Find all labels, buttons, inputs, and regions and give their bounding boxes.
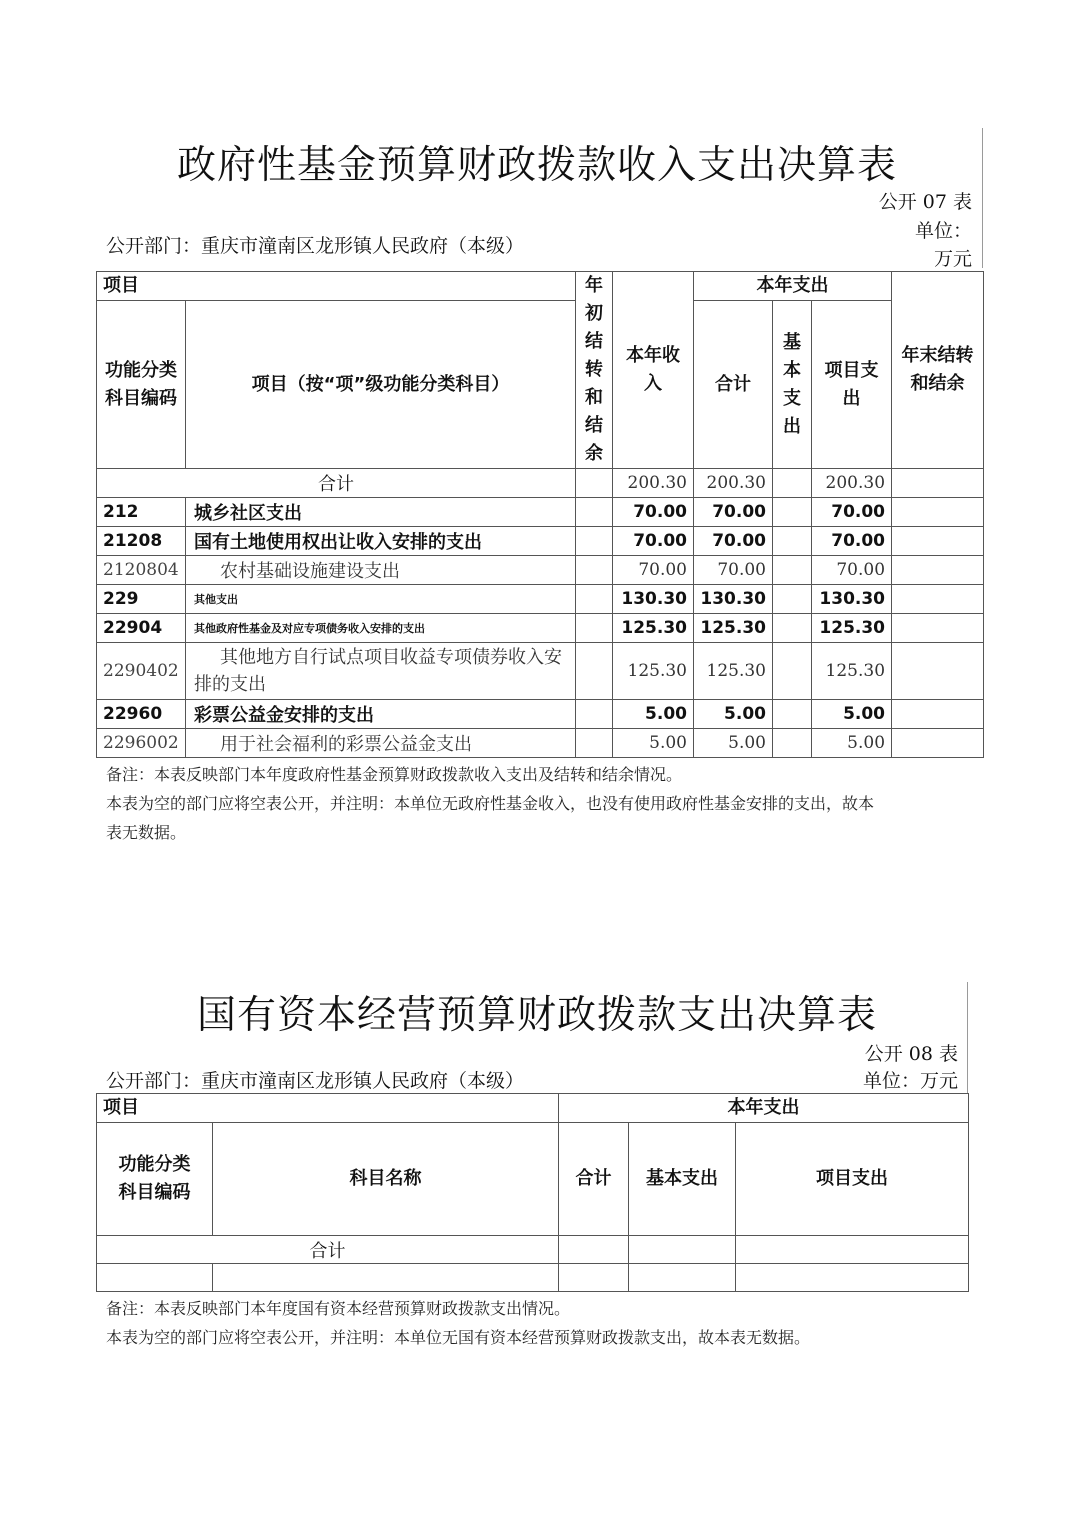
- row-income: 5.00: [613, 700, 694, 729]
- table08-total-project: [736, 1236, 969, 1264]
- row-name: 其他政府性基金及对应专项债务收入安排的支出: [186, 614, 576, 643]
- row-project: 70.00: [812, 527, 892, 556]
- table07-header-project: 项目支出: [812, 301, 892, 469]
- row-name: 用于社会福利的彩票公益金支出: [186, 729, 576, 758]
- table07-note-1: 备注：本表反映部门本年度政府性基金预算财政拨款收入支出及结转和结余情况。: [106, 765, 683, 784]
- table07-header-total: 合计: [694, 301, 773, 469]
- empty-cell: [97, 1264, 213, 1292]
- table07-note-2: 本表为空的部门应将空表公开，并注明：本单位无政府性基金收入，也没有使用政府性基金安排的支出，故本: [106, 794, 875, 813]
- table07-number: 公开 07 表: [878, 191, 972, 213]
- table07-unit-value: 万元: [933, 248, 972, 270]
- table07-header-income: 本年收入: [613, 272, 694, 469]
- table-row: [97, 498, 984, 527]
- row-code: 229: [97, 585, 186, 614]
- row-project: 130.30: [812, 585, 892, 614]
- row-end: [892, 556, 984, 585]
- row-total: 130.30: [694, 585, 773, 614]
- table07-header-code: 功能分类科目编码: [97, 301, 186, 469]
- row-total: 70.00: [694, 556, 773, 585]
- table07-header-name: 项目（按“项”级功能分类科目）: [186, 301, 576, 469]
- table-row: [97, 614, 984, 643]
- table08-total-row: [97, 1236, 969, 1264]
- table07-total-income: 200.30: [613, 469, 694, 498]
- row-basic: [773, 527, 812, 556]
- row-end: [892, 527, 984, 556]
- empty-cell: [736, 1264, 969, 1292]
- row-income: 125.30: [613, 643, 694, 700]
- row-end: [892, 614, 984, 643]
- row-code: 2290402: [97, 643, 186, 700]
- row-code: 22904: [97, 614, 186, 643]
- table-row: [97, 527, 984, 556]
- row-begin: [576, 556, 613, 585]
- table07-notes: [106, 760, 874, 847]
- table08-header-project: 项目支出: [736, 1123, 969, 1236]
- table07-total-basic: [773, 469, 812, 498]
- table08-header-expense-group: 本年支出: [559, 1094, 969, 1123]
- table08-unit: 单位：万元: [862, 1070, 958, 1092]
- table08-notes: [106, 1294, 810, 1352]
- table08-department: 公开部门：重庆市潼南区龙形镇人民政府（本级）: [106, 1070, 525, 1092]
- row-name: 城乡社区支出: [186, 498, 576, 527]
- row-begin: [576, 527, 613, 556]
- row-total: 125.30: [694, 614, 773, 643]
- table07-total-label: 合计: [97, 469, 576, 498]
- row-code: 2120804: [97, 556, 186, 585]
- row-basic: [773, 700, 812, 729]
- row-income: 70.00: [613, 527, 694, 556]
- row-total: 125.30: [694, 643, 773, 700]
- row-project: 5.00: [812, 729, 892, 758]
- row-income: 125.30: [613, 614, 694, 643]
- row-income: 70.00: [613, 498, 694, 527]
- row-begin: [576, 614, 613, 643]
- row-project: 125.30: [812, 614, 892, 643]
- row-begin: [576, 643, 613, 700]
- row-total: 5.00: [694, 700, 773, 729]
- table07-department: 公开部门：重庆市潼南区龙形镇人民政府（本级）: [106, 235, 525, 257]
- table08-header-basic: 基本支出: [629, 1123, 736, 1236]
- row-basic: [773, 556, 812, 585]
- row-basic: [773, 614, 812, 643]
- row-code: 22960: [97, 700, 186, 729]
- empty-cell: [213, 1264, 559, 1292]
- table-row: [97, 1264, 969, 1292]
- table08-header-name: 科目名称: [213, 1123, 559, 1236]
- empty-cell: [559, 1264, 629, 1292]
- table07-header-begin-balance: 年初结转和结余: [576, 272, 613, 469]
- table-row: [97, 729, 984, 758]
- table-row: [97, 556, 984, 585]
- row-end: [892, 585, 984, 614]
- row-project: 70.00: [812, 498, 892, 527]
- table07-header-end-balance: 年末结转和结余: [892, 272, 984, 469]
- table07-grid: [96, 271, 984, 758]
- table08-note-1: 备注：本表反映部门本年度国有资本经营预算财政拨款支出情况。: [106, 1299, 571, 1318]
- table07-header-basic: 基本支出: [773, 301, 812, 469]
- row-begin: [576, 585, 613, 614]
- row-income: 5.00: [613, 729, 694, 758]
- table08-total-total: [559, 1236, 629, 1264]
- row-end: [892, 643, 984, 700]
- row-income: 130.30: [613, 585, 694, 614]
- table08-note-2: 本表为空的部门应将空表公开，并注明：本单位无国有资本经营预算财政拨款支出，故本表无数据。: [106, 1328, 811, 1347]
- row-name: 彩票公益金安排的支出: [186, 700, 576, 729]
- row-project: 5.00: [812, 700, 892, 729]
- table08-header-total: 合计: [559, 1123, 629, 1236]
- table08-total-label: 合计: [97, 1236, 559, 1264]
- table07-header-expense-group: 本年支出: [694, 272, 892, 301]
- table07-total-end: [892, 469, 984, 498]
- table08-total-basic: [629, 1236, 736, 1264]
- row-end: [892, 498, 984, 527]
- row-total: 70.00: [694, 498, 773, 527]
- row-basic: [773, 729, 812, 758]
- row-code: 212: [97, 498, 186, 527]
- row-end: [892, 700, 984, 729]
- table08-title: 国有资本经营预算财政拨款支出决算表: [196, 993, 877, 1038]
- table07-unit-label: 单位：: [914, 220, 972, 242]
- table08-header-item: 项目: [97, 1094, 559, 1123]
- table-row: [97, 585, 984, 614]
- table07-total-row: [97, 469, 984, 498]
- row-name: 农村基础设施建设支出: [186, 556, 576, 585]
- row-project: 70.00: [812, 556, 892, 585]
- row-begin: [576, 498, 613, 527]
- table-row: [97, 700, 984, 729]
- row-total: 5.00: [694, 729, 773, 758]
- row-name: 国有土地使用权出让收入安排的支出: [186, 527, 576, 556]
- table07-total-total: 200.30: [694, 469, 773, 498]
- table07-header-item: 项目: [97, 272, 576, 301]
- row-code: 2296002: [97, 729, 186, 758]
- table08-number: 公开 08 表: [864, 1043, 958, 1065]
- row-basic: [773, 585, 812, 614]
- table07-total-begin: [576, 469, 613, 498]
- row-name: 其他地方自行试点项目收益专项债券收入安排的支出: [186, 643, 576, 700]
- row-income: 70.00: [613, 556, 694, 585]
- table-row: [97, 643, 984, 700]
- row-basic: [773, 498, 812, 527]
- row-begin: [576, 700, 613, 729]
- table07-title: 政府性基金预算财政拨款收入支出决算表: [176, 143, 897, 188]
- row-code: 21208: [97, 527, 186, 556]
- row-begin: [576, 729, 613, 758]
- table07-total-project: 200.30: [812, 469, 892, 498]
- row-project: 125.30: [812, 643, 892, 700]
- empty-cell: [629, 1264, 736, 1292]
- row-total: 70.00: [694, 527, 773, 556]
- row-end: [892, 729, 984, 758]
- table08-header-code: 功能分类科目编码: [97, 1123, 213, 1236]
- table07-note-3: 表无数据。: [106, 823, 187, 842]
- row-basic: [773, 643, 812, 700]
- table08-grid: [96, 1093, 969, 1292]
- row-name: 其他支出: [186, 585, 576, 614]
